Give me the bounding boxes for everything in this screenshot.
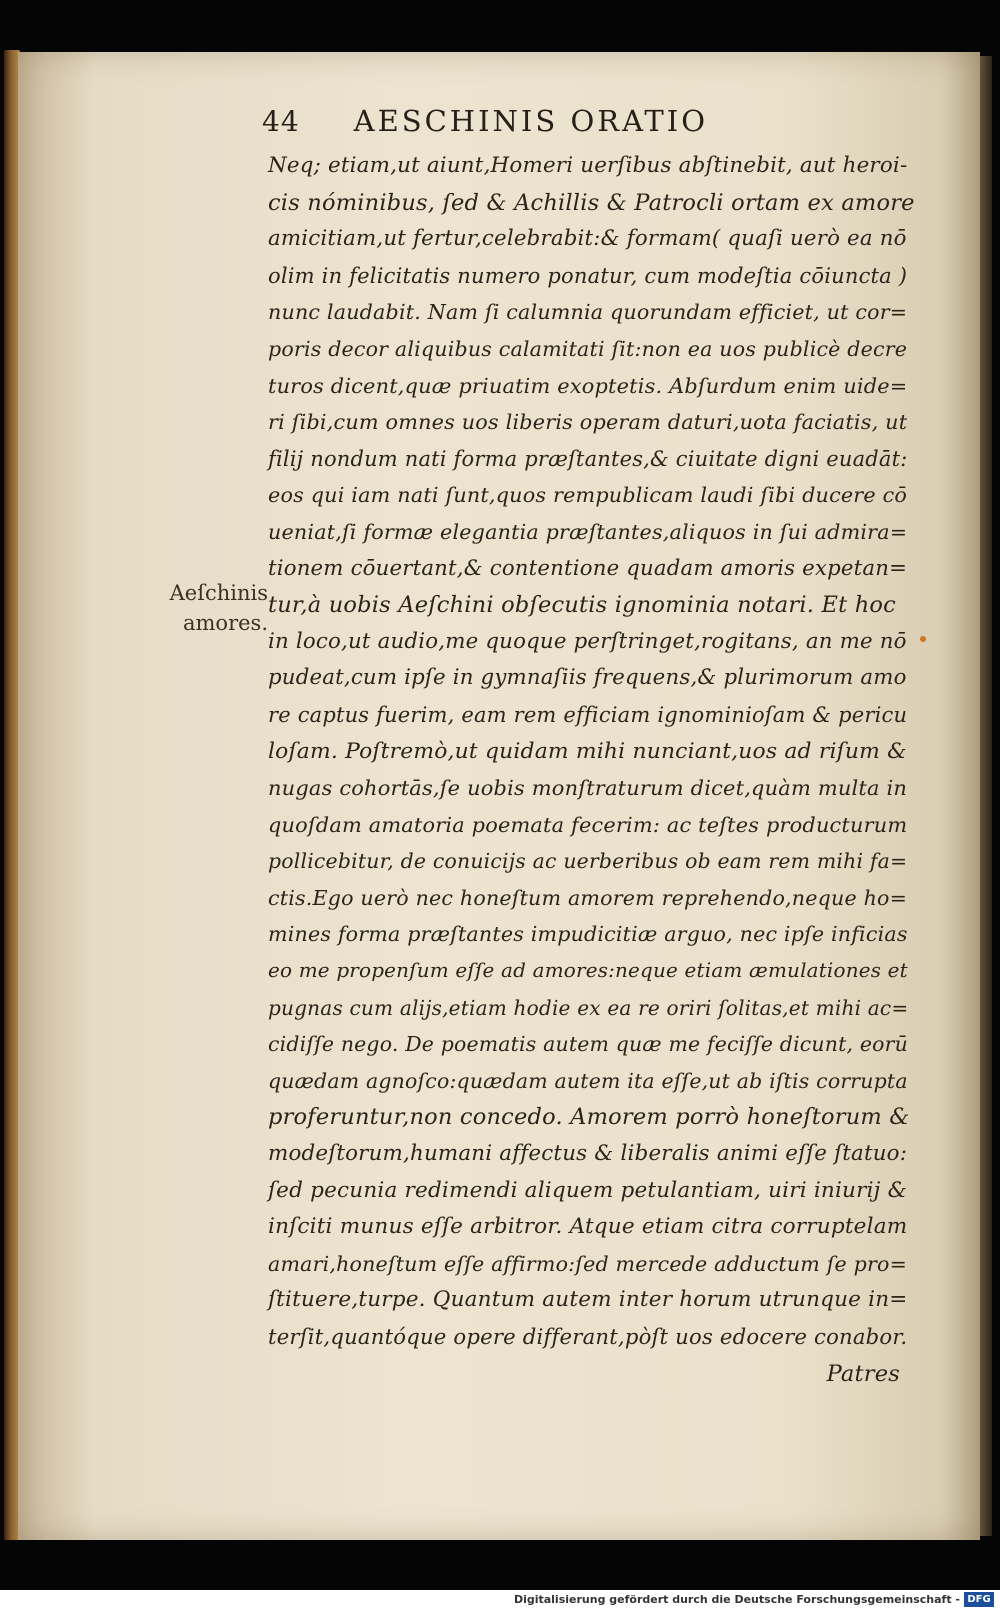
page-right-edge: [978, 56, 992, 1536]
text-line: pollicebitur, de conuicijs ac uerberibus ob eam rem mihi fa=: [268, 849, 908, 874]
text-line: ueniat,ſi formæ elegantia præſtantes,aliquos in ſui admira=: [268, 519, 908, 544]
text-line: ſtituere,turpe. Quantum autem inter horum utrunque in=: [268, 1287, 908, 1313]
text-line: terſit,quantóque opere differant,pòſt uos edocere conabor.: [268, 1324, 908, 1349]
text-line: proferuntur,non concedo. Amorem porrò honeſtorum &: [268, 1104, 910, 1131]
text-line: ctis.Ego uerò nec honeſtum amorem reprehendo,neque ho=: [268, 885, 908, 910]
text-line: amicitiam,ut fertur,celebrabit:& formam( quaſi uerò ea nō: [268, 226, 907, 252]
text-line: nunc laudabit. Nam ſi calumnia quorundam efficiet, ut cor=: [268, 300, 908, 325]
catchword: Patres: [826, 1360, 900, 1387]
marginal-note: [150, 578, 268, 638]
text-line: poris decor aliquibus calamitati ſit:non ea uos publicè decre: [268, 336, 908, 361]
text-line: pugnas cum alijs,etiam hodie ex ea re oriri ſolitas,et mihi ac=: [268, 995, 909, 1020]
running-head: [262, 104, 782, 148]
marginal-note-line: amores.: [183, 611, 268, 635]
footer-credit: Digitalisierung gefördert durch die Deutsche Forschungsgemeinschaft -: [513, 1593, 960, 1606]
body-text: [268, 148, 920, 1392]
text-line: eo me propenſum eſſe ad amores:neque etiam æmulationes et: [268, 959, 908, 983]
page-number: 44: [262, 105, 300, 138]
ink-spot-mark: [920, 636, 926, 642]
text-line: nugas cohortās,ſe uobis monſtraturum dicet,quàm multa in: [268, 776, 908, 801]
text-line: eos qui iam nati ſunt,quos rempublicam laudi ſibi ducere cō: [268, 483, 908, 508]
text-line: in loco,ut audio,me quoque perſtringet,rogitans, an me nō: [268, 628, 907, 654]
text-line: modeſtorum,humani affectus & liberalis animi eſſe ſtatuo:: [268, 1141, 908, 1167]
text-line: Neq; etiam,ut aiunt,Homeri uerſibus abſtinebit, aut heroi-: [268, 153, 908, 178]
text-line: pudeat,cum ipſe in gymnaſiis frequens,& plurimorum amo: [268, 665, 907, 691]
running-head-title: AESCHINIS ORATIO: [353, 104, 709, 138]
text-line: amari,honeſtum eſſe affirmo:ſed mercede adductum ſe pro=: [268, 1251, 907, 1276]
text-line: quædam agnoſco:quædam autem ita eſſe,ut ab iſtis corrupta: [268, 1068, 908, 1093]
text-line: inſciti munus eſſe arbitror. Atque etiam citra corruptelam: [268, 1214, 908, 1240]
text-line: mines forma præſtantes impudicitiæ arguo, nec ipſe inficias: [268, 922, 908, 947]
text-line: quoſdam amatoria poemata fecerim: ac teſtes producturum: [268, 812, 908, 837]
text-line: turos dicent,quæ priuatim exoptetis. Abſurdum enim uide=: [268, 373, 908, 398]
text-line: re captus fuerim, eam rem efficiam ignominioſam & pericu: [268, 702, 908, 727]
text-line: cidiſſe nego. De poematis autem quæ me feciſſe dicunt, eorū: [268, 1032, 908, 1057]
text-line: tur,à uobis Aeſchini obſecutis ignominia notari. Et hoc: [268, 592, 896, 619]
text-line: ri ſibi,cum omnes uos liberis operam daturi,uota faciatis, ut: [268, 410, 908, 435]
text-line: olim in felicitatis numero ponatur, cum modeſtia cōiuncta ): [268, 262, 908, 288]
dfg-logo-icon[interactable]: DFG: [964, 1592, 994, 1607]
text-line: filij nondum nati forma præſtantes,& ciuitate digni euadāt:: [268, 446, 908, 471]
marginal-note-line: Aeſchinis: [169, 581, 268, 605]
text-line: tionem cōuertant,& contentione quadam amoris expetan=: [268, 555, 908, 581]
text-line: cis nóminibus, ſed & Achillis & Patrocli ortam ex amore: [268, 189, 915, 216]
text-line: ſed pecunia redimendi aliquem petulantiam, uiri iniurij &: [268, 1177, 907, 1203]
text-line: loſam. Poſtremò,ut quidam mihi nunciant,uos ad riſum &: [268, 738, 907, 764]
